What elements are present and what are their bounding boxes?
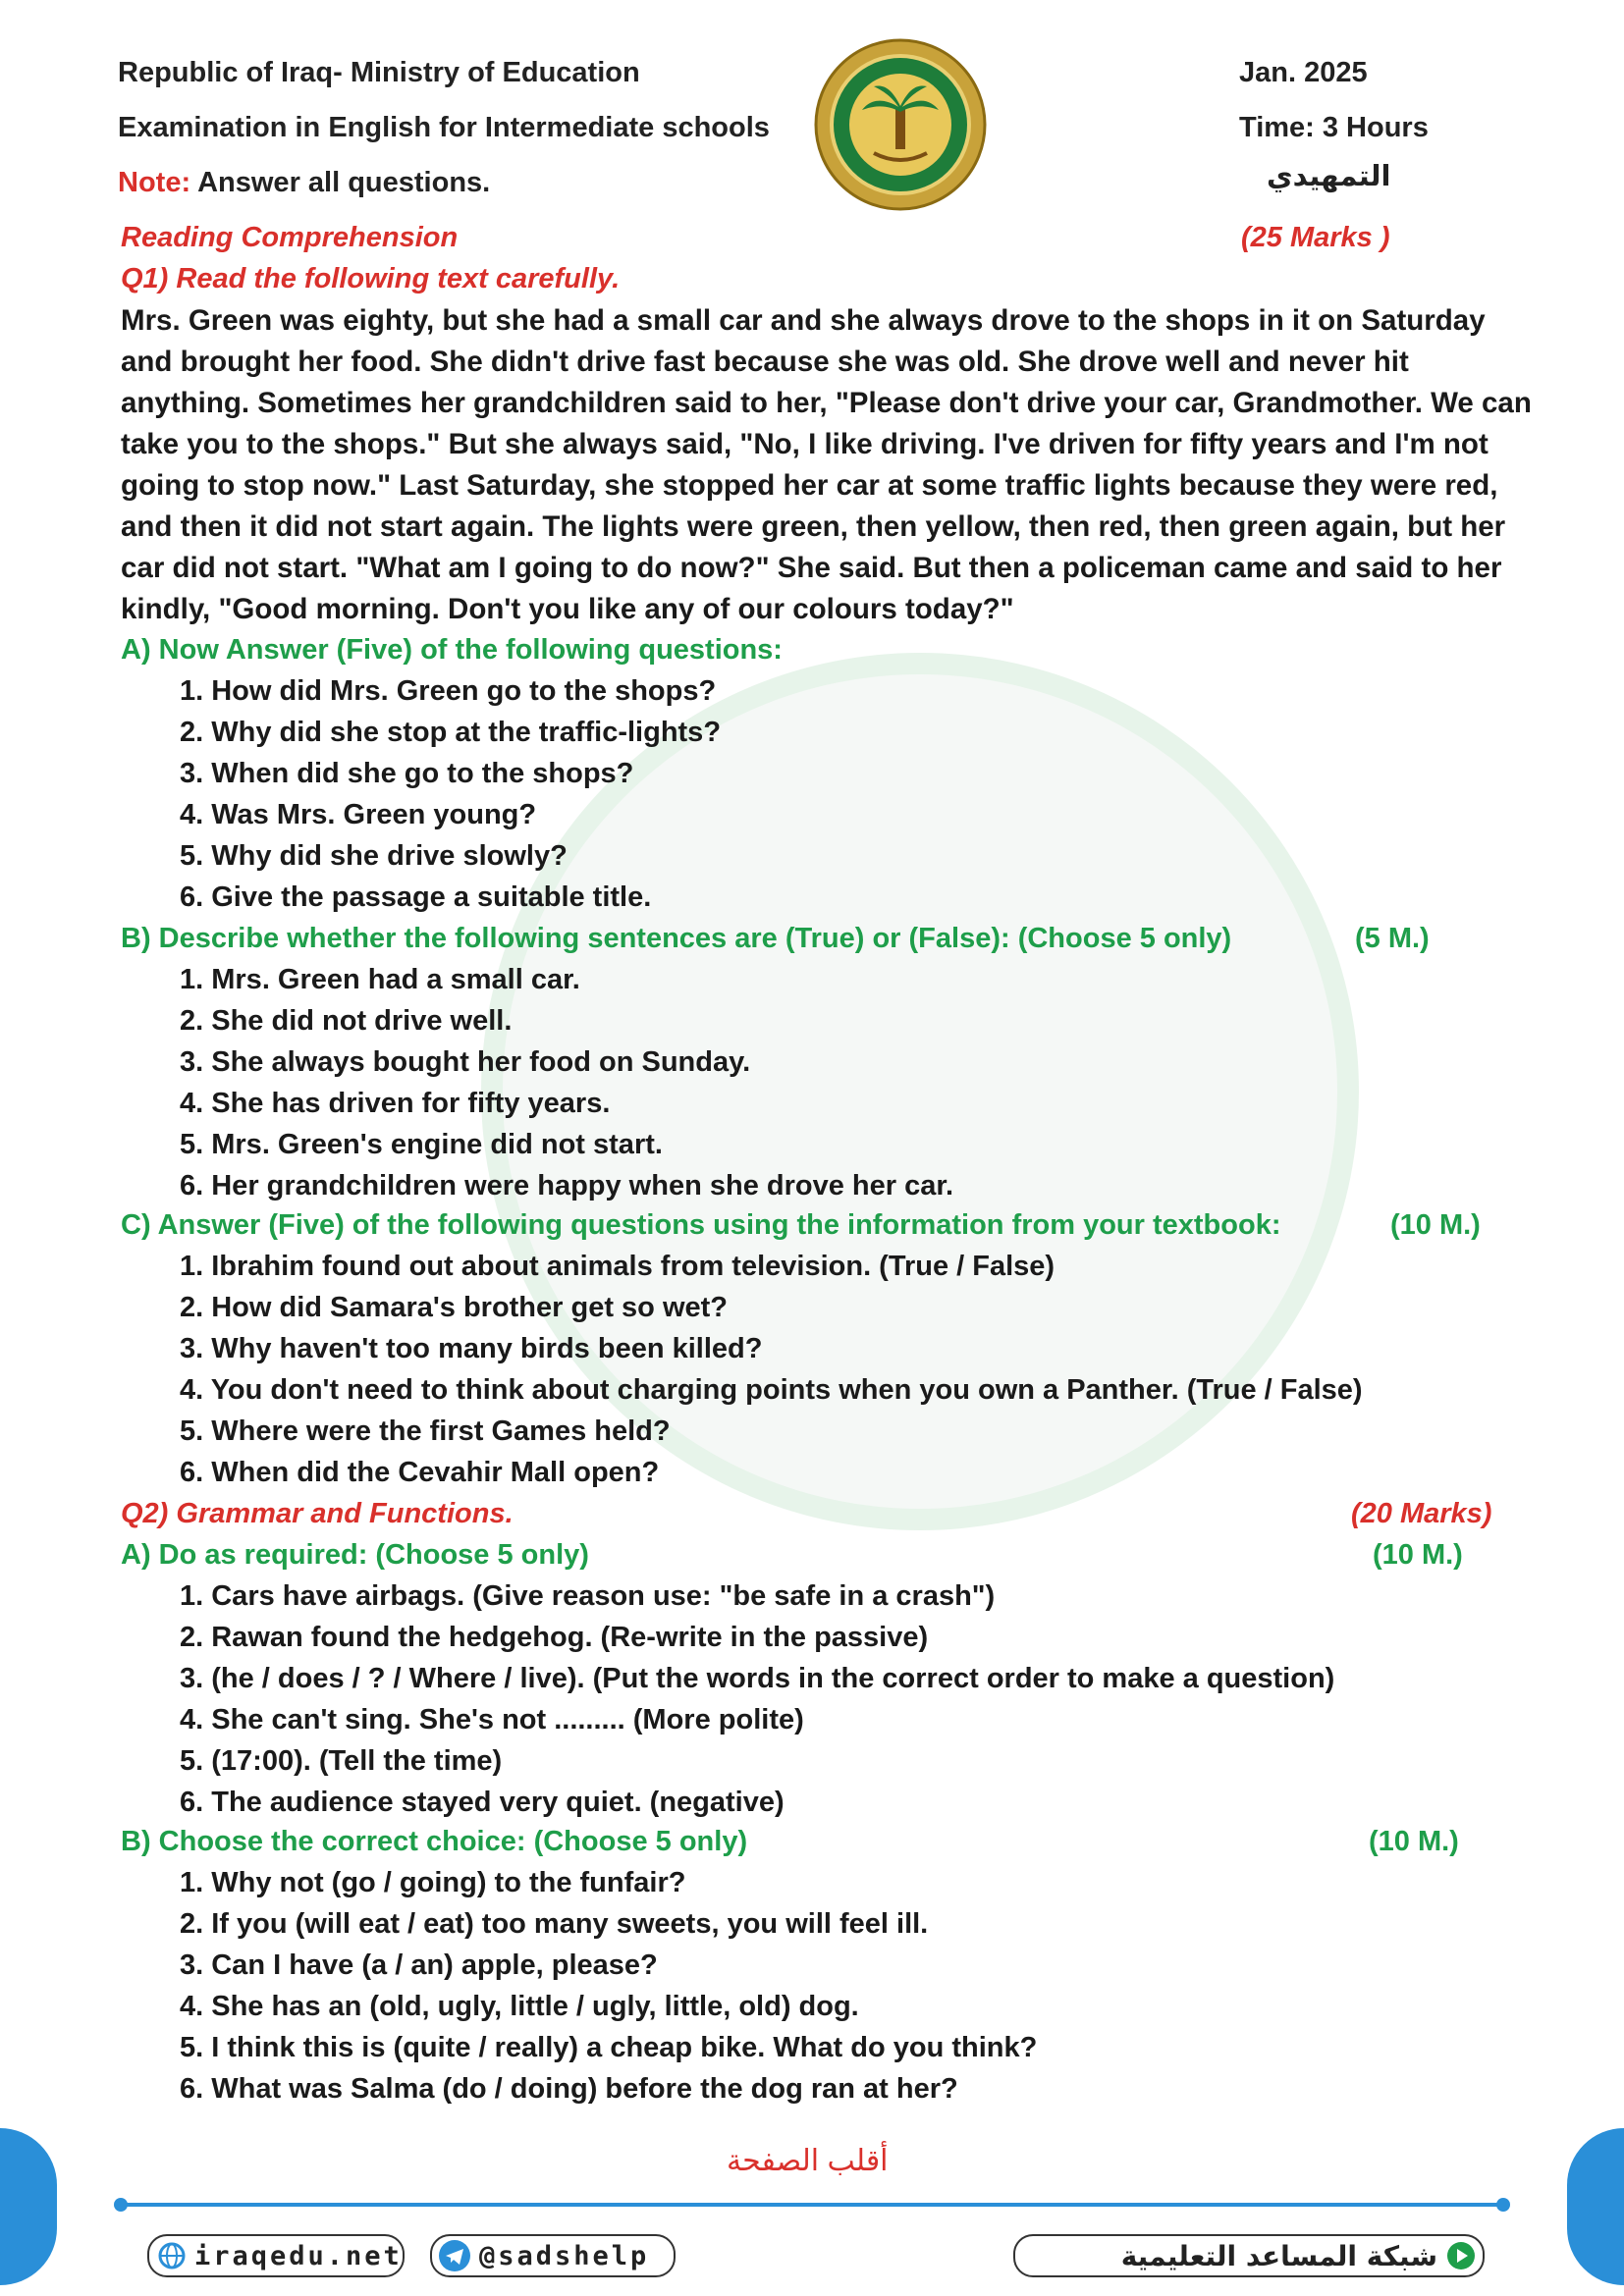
network-name: شبكة المساعد التعليمية xyxy=(1120,2239,1437,2272)
list-item: 5. Where were the first Games held? xyxy=(180,1415,671,1447)
list-item: 4. Was Mrs. Green young? xyxy=(180,799,537,830)
list-item: 5. (17:00). (Tell the time) xyxy=(180,1745,503,1777)
list-item: 4. You don't need to think about charging points when you own a Panther. (True / False) xyxy=(180,1374,1363,1406)
list-item: 2. She did not drive well. xyxy=(180,1005,513,1037)
header-ministry: Republic of Iraq- Ministry of Education xyxy=(118,57,640,88)
q2-part-b-marks: (10 M.) xyxy=(1369,1826,1459,1857)
header-exam-stage: التمهيدي xyxy=(1267,161,1391,192)
list-item: 3. Can I have (a / an) apple, please? xyxy=(180,1949,658,1981)
passage-line: going to stop now." Last Saturday, she stopped her car at some traffic lights because they were red, xyxy=(121,469,1498,502)
footer-site-link[interactable] xyxy=(147,2234,405,2277)
part-c-title: C) Answer (Five) of the following questions using the information from your textbook: xyxy=(121,1209,1281,1241)
reading-marks: (25 Marks ) xyxy=(1241,222,1390,253)
passage-line: car did not start. "What am I going to do now?" She said. But then a policeman came and said to her xyxy=(121,552,1502,584)
passage-line: take you to the shops." But she always said, "No, I like driving. I've driven for fifty years and I'm not xyxy=(121,428,1489,460)
footer-left-tab xyxy=(0,2128,57,2285)
q2-title: Q2) Grammar and Functions. xyxy=(121,1498,514,1529)
globe-icon xyxy=(157,2241,187,2270)
list-item: 3. She always bought her food on Sunday. xyxy=(180,1046,751,1078)
list-item: 6. What was Salma (do / doing) before the dog ran at her? xyxy=(180,2073,958,2105)
list-item: 2. How did Samara's brother get so wet? xyxy=(180,1292,729,1323)
footer-right-tab xyxy=(1567,2128,1624,2285)
q2-part-b-title: B) Choose the correct choice: (Choose 5 only) xyxy=(121,1826,748,1857)
part-a-title: A) Now Answer (Five) of the following questions: xyxy=(121,634,783,666)
part-c-marks: (10 M.) xyxy=(1390,1209,1481,1241)
site-text: iraqedu.net xyxy=(194,2240,403,2271)
footer-divider-dot-right xyxy=(1496,2198,1510,2212)
list-item: 1. Why not (go / going) to the funfair? xyxy=(180,1867,686,1898)
passage-line: anything. Sometimes her grandchildren said to her, "Please don't drive your car, Grandmother. We can xyxy=(121,387,1532,419)
q2-part-a-marks: (10 M.) xyxy=(1373,1539,1463,1571)
header-note xyxy=(118,167,490,199)
passage-line: Mrs. Green was eighty, but she had a small car and she always drove to the shops in it on Saturday xyxy=(121,304,1486,337)
list-item: 1. How did Mrs. Green go to the shops? xyxy=(180,675,717,707)
header-date: Jan. 2025 xyxy=(1239,57,1368,88)
q1-title: Q1) Read the following text carefully. xyxy=(121,263,621,294)
footer-network-link[interactable] xyxy=(1013,2234,1485,2277)
list-item: 5. I think this is (quite / really) a cheap bike. What do you think? xyxy=(180,2032,1038,2063)
telegram-text: @sadshelp xyxy=(479,2240,650,2271)
footer-divider xyxy=(118,2203,1506,2207)
list-item: 6. Give the passage a suitable title. xyxy=(180,881,652,913)
turn-page-text: أقلب الصفحة xyxy=(727,2145,889,2177)
footer-divider-dot-left xyxy=(114,2198,128,2212)
list-item: 2. Why did she stop at the traffic-lights? xyxy=(180,717,722,748)
list-item: 5. Mrs. Green's engine did not start. xyxy=(180,1129,663,1160)
ministry-seal-icon xyxy=(813,37,988,212)
header-time: Time: 3 Hours xyxy=(1239,112,1429,143)
footer-telegram-link[interactable] xyxy=(430,2234,676,2277)
q2-part-a-title: A) Do as required: (Choose 5 only) xyxy=(121,1539,589,1571)
list-item: 1. Cars have airbags. (Give reason use: "be safe in a crash") xyxy=(180,1580,996,1612)
note-label: Note: xyxy=(118,167,191,198)
note-text: Answer all questions. xyxy=(197,167,491,198)
telegram-icon xyxy=(438,2239,471,2272)
list-item: 6. The audience stayed very quiet. (negative) xyxy=(180,1787,785,1818)
list-item: 2. Rawan found the hedgehog. (Re-write in the passive) xyxy=(180,1622,929,1653)
part-b-marks: (5 M.) xyxy=(1355,923,1430,954)
list-item: 4. She has driven for fifty years. xyxy=(180,1088,611,1119)
part-b-title: B) Describe whether the following sentences are (True) or (False): (Choose 5 only) xyxy=(121,923,1232,954)
list-item: 3. When did she go to the shops? xyxy=(180,758,634,789)
reading-title: Reading Comprehension xyxy=(121,222,459,253)
list-item: 6. When did the Cevahir Mall open? xyxy=(180,1457,660,1488)
passage-line: kindly, "Good morning. Don't you like any of our colours today?" xyxy=(121,593,1014,625)
passage xyxy=(121,300,1535,630)
list-item: 3. Why haven't too many birds been killed? xyxy=(180,1333,763,1364)
list-item: 5. Why did she drive slowly? xyxy=(180,840,568,872)
list-item: 2. If you (will eat / eat) too many sweets, you will feel ill. xyxy=(180,1908,929,1940)
passage-line: and brought her food. She didn't drive fast because she was old. She drove well and never hit xyxy=(121,346,1409,378)
list-item: 1. Mrs. Green had a small car. xyxy=(180,964,580,995)
list-item: 6. Her grandchildren were happy when she drove her car. xyxy=(180,1170,954,1201)
play-icon xyxy=(1445,2240,1477,2271)
passage-line: and then it did not start again. The lights were green, then yellow, then red, then green again, but her xyxy=(121,510,1506,543)
list-item: 4. She has an (old, ugly, little / ugly, little, old) dog. xyxy=(180,1991,859,2022)
q2-marks: (20 Marks) xyxy=(1351,1498,1492,1529)
list-item: 1. Ibrahim found out about animals from television. (True / False) xyxy=(180,1251,1056,1282)
header-exam-title: Examination in English for Intermediate schools xyxy=(118,112,770,143)
list-item: 4. She can't sing. She's not ......... (More polite) xyxy=(180,1704,804,1735)
list-item: 3. (he / does / ? / Where / live). (Put the words in the correct order to make a question) xyxy=(180,1663,1335,1694)
